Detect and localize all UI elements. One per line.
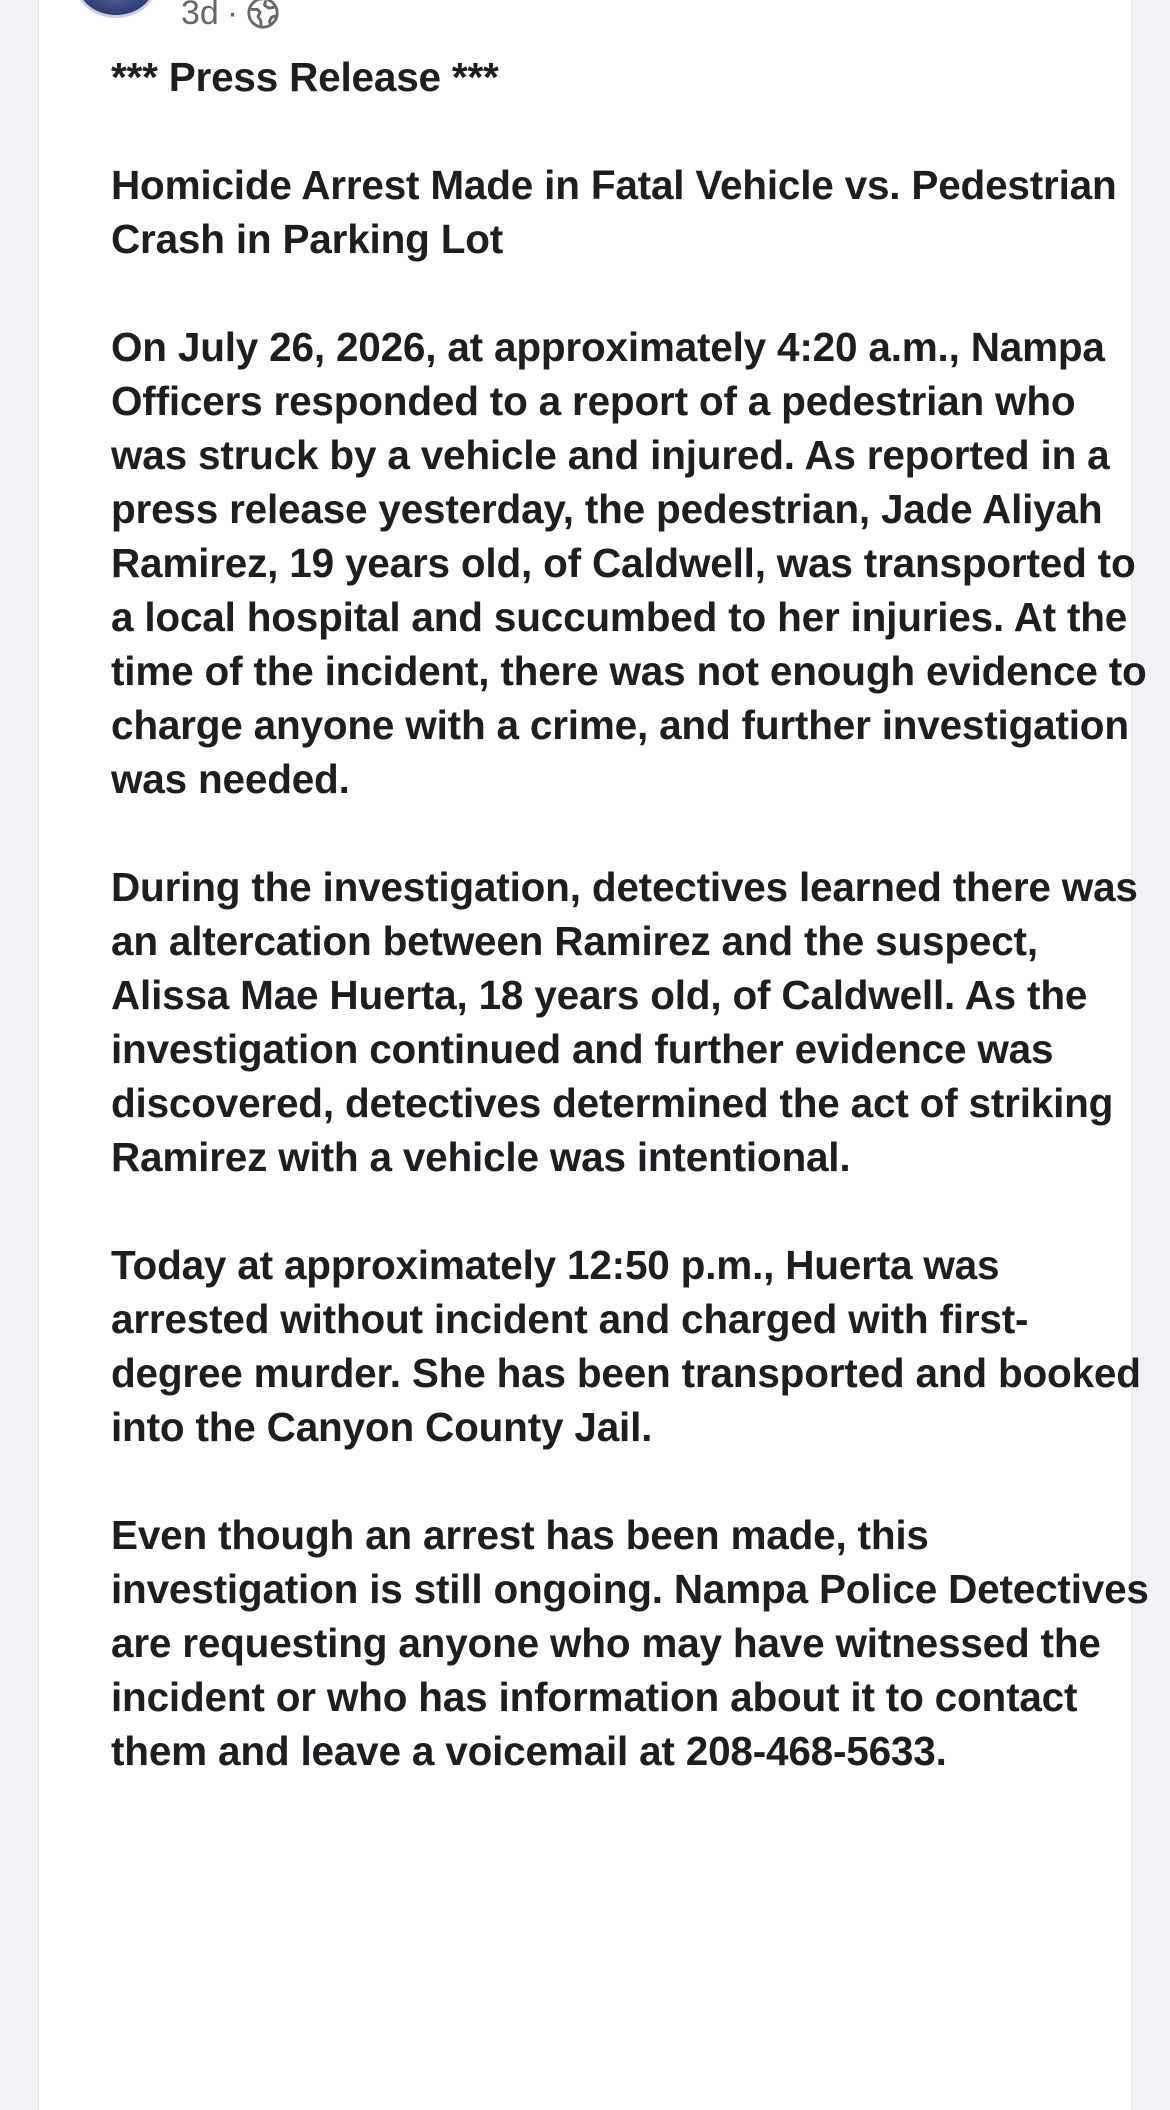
post-paragraph-incident: On July 26, 2026, at approximately 4:20 a.m., Nampa Officers responded to a report of a pedestrian who was struck by a vehicle and injured. As reported in a press release yesterday, the pedestrian, Jade Aliyah Ramirez, 19 years old, of Caldwell, was transported to a local hospital and succumbed to her injuries. At the time of the incident, there was not enough evidence to charge anyone with a crime, and further investigation was needed. [111, 324, 1147, 802]
post-paragraph-arrest: Today at approximately 12:50 p.m., Huerta was arrested without incident and charged with first-degree murder. She has been transported and booked into the Canyon County Jail. [111, 1242, 1141, 1450]
globe-icon[interactable] [246, 0, 280, 30]
post-body [111, 50, 1151, 1832]
meta-separator: · [226, 0, 239, 32]
page-avatar[interactable] [75, 0, 157, 18]
post-headline: Homicide Arrest Made in Fatal Vehicle vs. Pedestrian Crash in Parking Lot [111, 162, 1117, 262]
press-release-heading: *** Press Release *** [111, 54, 499, 100]
post-timestamp[interactable]: 3d [181, 0, 219, 32]
post-meta [181, 0, 280, 36]
post-paragraph-request: Even though an arrest has been made, this investigation is still ongoing. Nampa Police Detectives are requesting anyone who may have witnessed the incident or who has information about it to contact them and leave a voicemail at 208-468-5633. [111, 1512, 1149, 1774]
post-card [38, 0, 1149, 2110]
post-paragraph-investigation: During the investigation, detectives learned there was an altercation between Ramirez and the suspect, Alissa Mae Huerta, 18 years old, of Caldwell. As the investigation continued and further evidence was discovered, detectives determined the act of striking Ramirez with a vehicle was intentional. [111, 864, 1138, 1180]
